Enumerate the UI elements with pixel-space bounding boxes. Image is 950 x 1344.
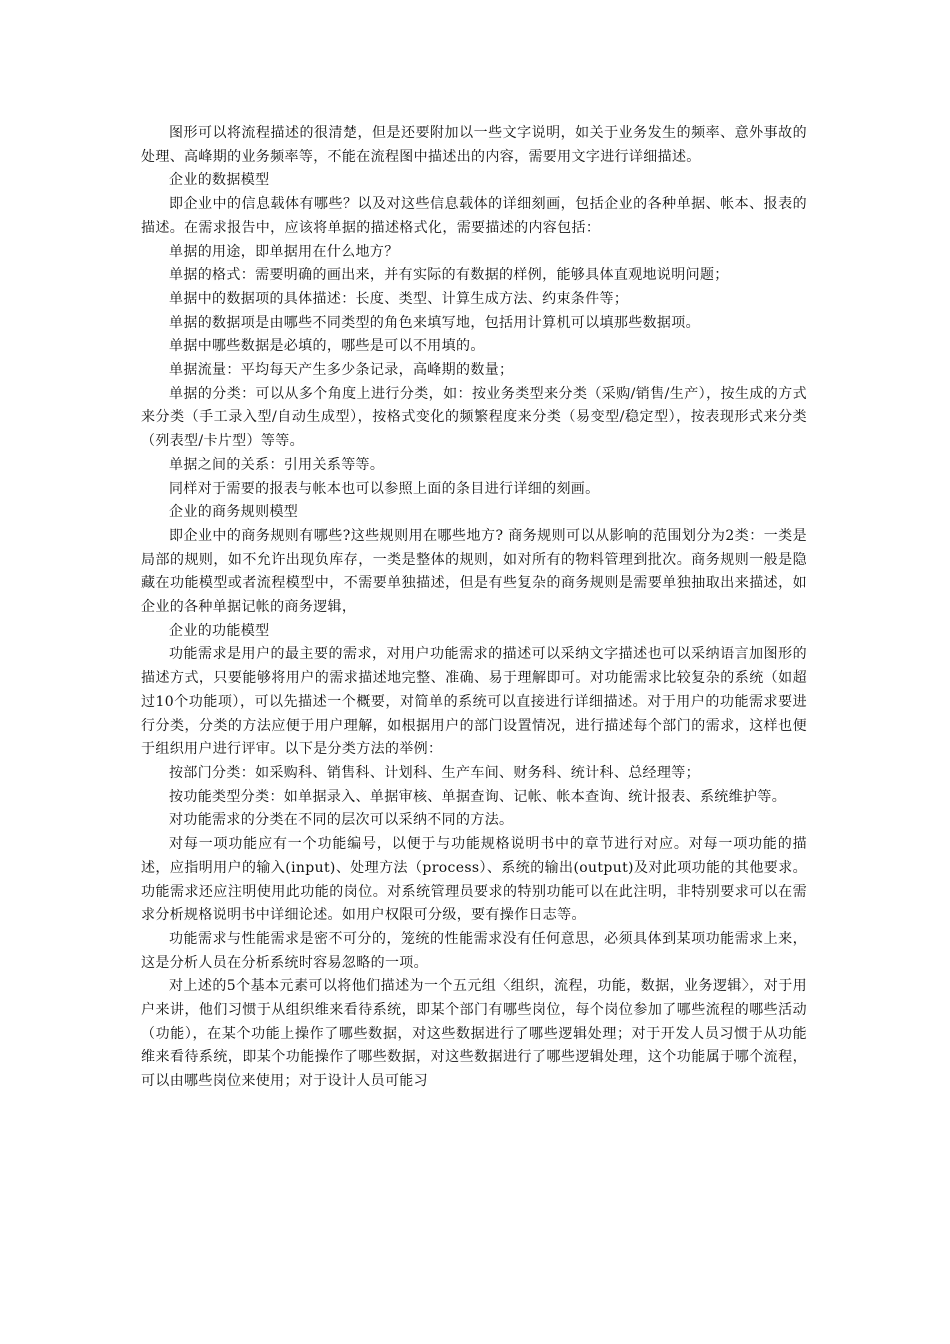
list-item: 单据的数据项是由哪些不同类型的角色来填写地，包括用计算机可以填那些数据项。 bbox=[169, 314, 700, 331]
paragraph: 对上述的5个基本元素可以将他们描述为一个五元组〈组织，流程，功能，数据，业务逻辑〉，对于用户来讲，他们习惯于从组织维来看待系统，即某个部门有哪些岗位，每个岗位参加了哪些流程的哪些活动（功能），在某个功能上操作了哪些数据，对这些数据进行了哪些逻辑处理；对于开发人员习惯于从功能维来看待系统，即某个功能操作了哪些数据，对这些数据进行了哪些逻辑处理，这个功能属于哪个流程，可以由哪些岗位来使用；对于设计人员可能习 bbox=[141, 978, 807, 1090]
list-item: 按部门分类：如采购科、销售科、计划科、生产车间、财务科、统计科、总经理等； bbox=[169, 764, 700, 781]
section-heading: 企业的商务规则模型 bbox=[169, 504, 299, 521]
list-item: 单据之间的关系：引用关系等等。 bbox=[169, 456, 385, 473]
list-item: 单据的格式：需要明确的画出来，并有实际的有数据的样例，能够具体直观地说明问题； bbox=[169, 267, 729, 284]
section-heading: 企业的数据模型 bbox=[169, 172, 270, 189]
paragraph: 功能需求是用户的最主要的需求，对用户功能需求的描述可以采纳文字描述也可以采纳语言加图形的描述方式，只要能够将用户的需求描述地完整、准确、易于理解即可。对功能需求比较复杂的系统（如超过10个功能项），可以先描述一个概要，对简单的系统可以直接进行详细描述。对于用户的功能需求要进行分类，分类的方法应便于用户理解，如根据用户的部门设置情况，进行描述每个部门的需求，这样也便于组织用户进行评审。以下是分类方法的举例： bbox=[141, 646, 807, 758]
paragraph: 图形可以将流程描述的很清楚，但是还要附加以一些文字说明，如关于业务发生的频率、意外事故的处理、高峰期的业务频率等，不能在流程图中描述出的内容，需要用文字进行详细描述。 bbox=[141, 125, 807, 165]
paragraph: 即企业中的信息载体有哪些？以及对这些信息载体的详细刻画，包括企业的各种单据、帐本、报表的描述。在需求报告中，应该将单据的描述格式化，需要描述的内容包括： bbox=[141, 196, 807, 236]
list-item: 单据的用途，即单据用在什么地方？ bbox=[169, 243, 399, 260]
list-item: 单据流量：平均每天产生多少条记录，高峰期的数量； bbox=[169, 362, 514, 379]
paragraph: 对每一项功能应有一个功能编号，以便于与功能规格说明书中的章节进行对应。对每一项功能的描述，应指明用户的输入(input)、处理方法（process）、系统的输出(output)及对此项功能的其他要求。功能需求还应注明使用此功能的岗位。对系统管理员要求的特别功能可以在此注明，非特别要求可以在需求分析规格说明书中详细论述。如用户权限可分级，要有操作日志等。 bbox=[141, 836, 807, 924]
list-item: 按功能类型分类：如单据录入、单据审核、单据查询、记帐、帐本查询、统计报表、系统维护等。 bbox=[169, 788, 787, 805]
paragraph: 功能需求与性能需求是密不可分的，笼统的性能需求没有任何意思，必须具体到某项功能需求上来，这是分析人员在分析系统时容易忽略的一项。 bbox=[141, 930, 807, 971]
list-item: 单据中的数据项的具体描述：长度、类型、计算生成方法、约束条件等； bbox=[169, 290, 629, 307]
list-item: 单据中哪些数据是必填的，哪些是可以不用填的。 bbox=[169, 338, 485, 355]
paragraph: 对功能需求的分类在不同的层次可以采纳不同的方法。 bbox=[169, 812, 514, 829]
list-item: 单据的分类：可以从多个角度上进行分类，如：按业务类型来分类（采购/销售/生产），按生成的方式来分类（手工录入型/自动生成型），按格式变化的频繁程度来分类（易变型/稳定型），按表现形式来分类（列表型/卡片型）等等。 bbox=[141, 385, 807, 450]
paragraph: 同样对于需要的报表与帐本也可以参照上面的条目进行详细的刻画。 bbox=[169, 480, 600, 497]
section-heading: 企业的功能模型 bbox=[169, 622, 270, 639]
document-body bbox=[141, 122, 807, 1094]
paragraph: 即企业中的商务规则有哪些?这些规则用在哪些地方? 商务规则可以从影响的范围划分为2类：一类是局部的规则，如不允许出现负库存，一类是整体的规则，如对所有的物料管理到批次。商务规则一般是隐藏在功能模型或者流程模型中，不需要单独描述，但是有些复杂的商务规则是需要单独抽取出来描述，如企业的各种单据记帐的商务逻辑， bbox=[141, 527, 807, 616]
